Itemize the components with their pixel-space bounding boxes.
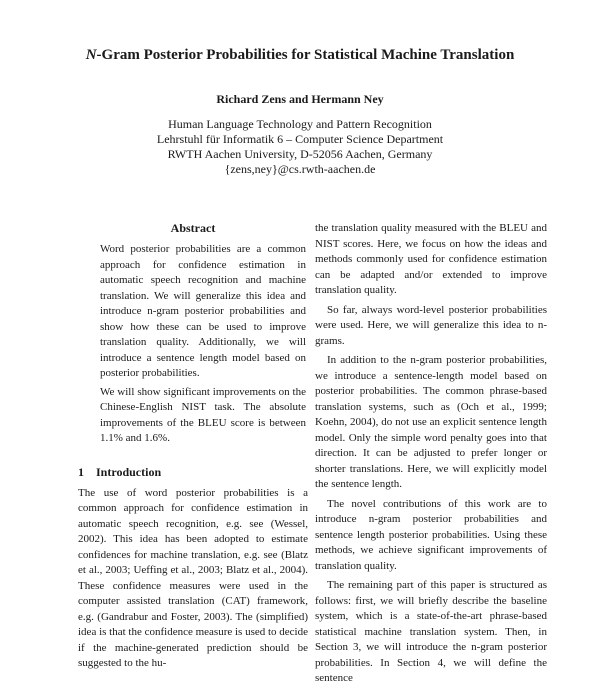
author-email: {zens,ney}@cs.rwth-aachen.de	[224, 162, 376, 176]
body-paragraph: The novel contributions of this work are to introduce n-gram posterior probabilities and sentence length posterior probabilities. Using these methods, we achieve significant improvements of translation quality.	[315, 497, 547, 572]
body-paragraph: the translation quality measured with the BLEU and NIST scores. Here, we focus on how the ideas and methods commonly used for confidence estimation can be adapted and/or extended to improve translation quality.	[315, 222, 547, 296]
abstract-paragraph: Word posterior probabilities are a common approach for confidence estimation in automatic speech recognition and machine translation. We will generalize this idea and introduce n-gram posterior probabilities and show how these can be used to improve translation quality. Additionally, we will introduce a sentence length model based on posterior probabilities.	[100, 243, 306, 379]
abstract-heading: Abstract	[170, 221, 216, 235]
intro-paragraph: The use of word posterior probabilities is a common approach for confidence estimation in automatic speech recognition, e.g. see (Wessel, 2002). This idea has been adopted to estimate confidences for machine translation, e.g. see (Blatz et al., 2003; Ueffing et al., 2003; Blatz et al., 2004). These confidence measures were used in the computer assisted translation (CAT) framework, e.g. (Gandrabur and Foster, 2003). The (simplified) idea is that the confidence measure is used to decide if the machine-generated prediction should be suggested to the hu-	[78, 486, 308, 669]
abstract-paragraph: We will show significant improvements on the Chinese-English NIST task. The absolute improvements of the BLEU score is between 1.1% and 1.6%.	[100, 385, 306, 444]
affiliation-line: Lehrstuhl für Informatik 6 – Computer Science Department	[156, 132, 444, 146]
paper-title	[0, 45, 600, 65]
right-column	[315, 221, 547, 691]
body-paragraph: In addition to the n-gram posterior probabilities, we introduce a sentence-length model based on posterior probabilities. The common phrase-based translation systems, such as (Och et al., 1999; Koehn, 2004), do not use an explicit sentence length model. Only the simple word penalty goes into that direction. It can be adjusted to prefer longer or shorter translations. Here, we will explicitly model the sentence length.	[315, 354, 547, 490]
affiliation-line: Human Language Technology and Pattern Recognition	[168, 117, 432, 131]
title-text: -Gram Posterior Probabilities for Statistical Machine Translation	[96, 47, 515, 63]
section-heading-introduction	[78, 464, 308, 480]
affiliation-line: RWTH Aachen University, D-52056 Aachen, Germany	[167, 147, 433, 161]
section-title: Introduction	[96, 464, 162, 479]
title-variable: N	[85, 47, 97, 63]
body-paragraph: The remaining part of this paper is structured as follows: first, we will briefly describe the baseline system, which is a state-of-the-art phrase-based statistical machine translation system. Then, in Section 3, we will introduce the n-gram posterior probabilities. In Section 4, we will define the sentence	[315, 579, 547, 684]
author-names: Richard Zens and Hermann Ney	[216, 92, 384, 106]
affiliation-block	[0, 117, 600, 177]
body-paragraph: So far, always word-level posterior probabilities were used. Here, we will generalize this idea to n-grams.	[315, 303, 547, 347]
section-number: 1	[78, 464, 84, 479]
left-column	[78, 220, 308, 676]
